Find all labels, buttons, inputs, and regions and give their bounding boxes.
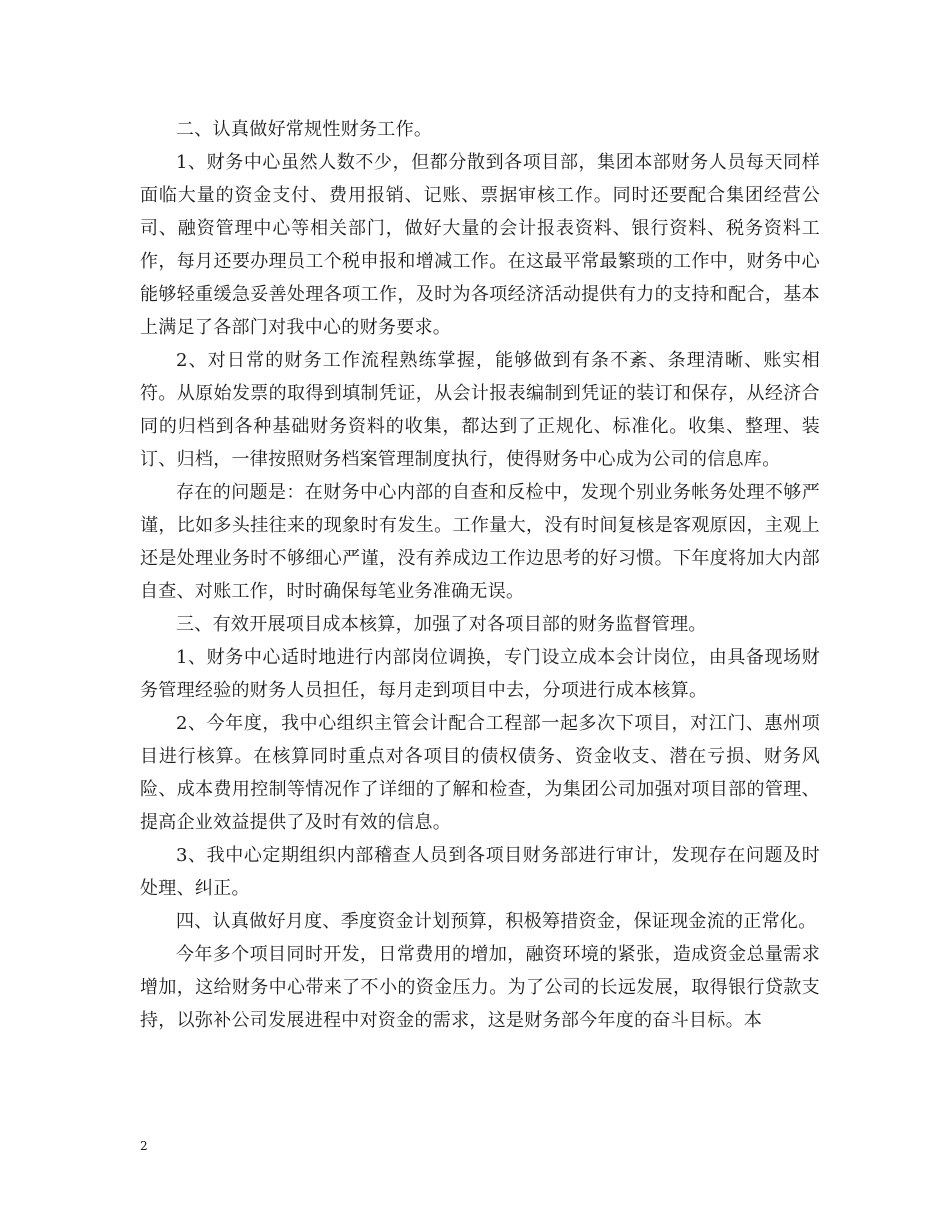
heading-section-4: 四、认真做好月度、季度资金计划预算，积极筹措资金，保证现金流的正常化。 — [176, 911, 817, 932]
document-body — [140, 113, 820, 1037]
paragraph: 2、对日常的财务工作流程熟练掌握，能够做到有条不紊、条理清晰、账实相符。从原始发票的取得到填制凭证，从会计报表编制到凭证的装订和保存，从经济合同的归档到各种基础财务资料的收集，都达到了正规化、标准化。收集、整理、装订、归档，一律按照财务档案管理制度执行，使得财务中心成为公司的信息库。 — [140, 350, 820, 470]
page-number: 2 — [140, 1139, 148, 1153]
paragraph: 1、财务中心虽然人数不少，但都分散到各项目部，集团本部财务人员每天同样面临大量的资金支付、费用报销、记账、票据审核工作。同时还要配合集团经营公司、融资管理中心等相关部门，做好大量的会计报表资料、银行资料、税务资料工作，每月还要办理员工个税申报和增减工作。在这最平常最繁琐的工作中，财务中心能够轻重缓急妥善处理各项工作，及时为各项经济活动提供有力的支持和配合，基本上满足了各部门对我中心的财务要求。 — [140, 152, 820, 338]
heading-section-3: 三、有效开展项目成本核算，加强了对各项目部的财务监督管理。 — [176, 614, 707, 635]
paragraph: 今年多个项目同时开发，日常费用的增加，融资环境的紧张，造成资金总量需求增加，这给财务中心带来了不小的资金压力。为了公司的长远发展，取得银行贷款支持，以弥补公司发展进程中对资金的需求，这是财务部今年度的奋斗目标。本 — [140, 944, 820, 1031]
paragraph: 3、我中心定期组织内部稽查人员到各项目财务部进行审计，发现存在问题及时处理、纠正。 — [140, 845, 820, 899]
paragraph: 2、今年度，我中心组织主管会计配合工程部一起多次下项目，对江门、惠州项目进行核算。在核算同时重点对各项目的债权债务、资金收支、潜在亏损、财务风险、成本费用控制等情况作了详细的了解和检查，为集团公司加强对项目部的管理、提高企业效益提供了及时有效的信息。 — [140, 713, 820, 833]
heading-section-2: 二、认真做好常规性财务工作。 — [176, 119, 433, 140]
paragraph: 存在的问题是：在财务中心内部的自查和反检中，发现个别业务帐务处理不够严谨，比如多头挂往来的现象时有发生。工作量大，没有时间复核是客观原因，主观上还是处理业务时不够细心严谨，没有养成边工作边思考的好习惯。下年度将加大内部自查、对账工作，时时确保每笔业务准确无误。 — [140, 482, 820, 602]
paragraph: 1、财务中心适时地进行内部岗位调换，专门设立成本会计岗位，由具备现场财务管理经验的财务人员担任，每月走到项目中去，分项进行成本核算。 — [140, 647, 820, 701]
